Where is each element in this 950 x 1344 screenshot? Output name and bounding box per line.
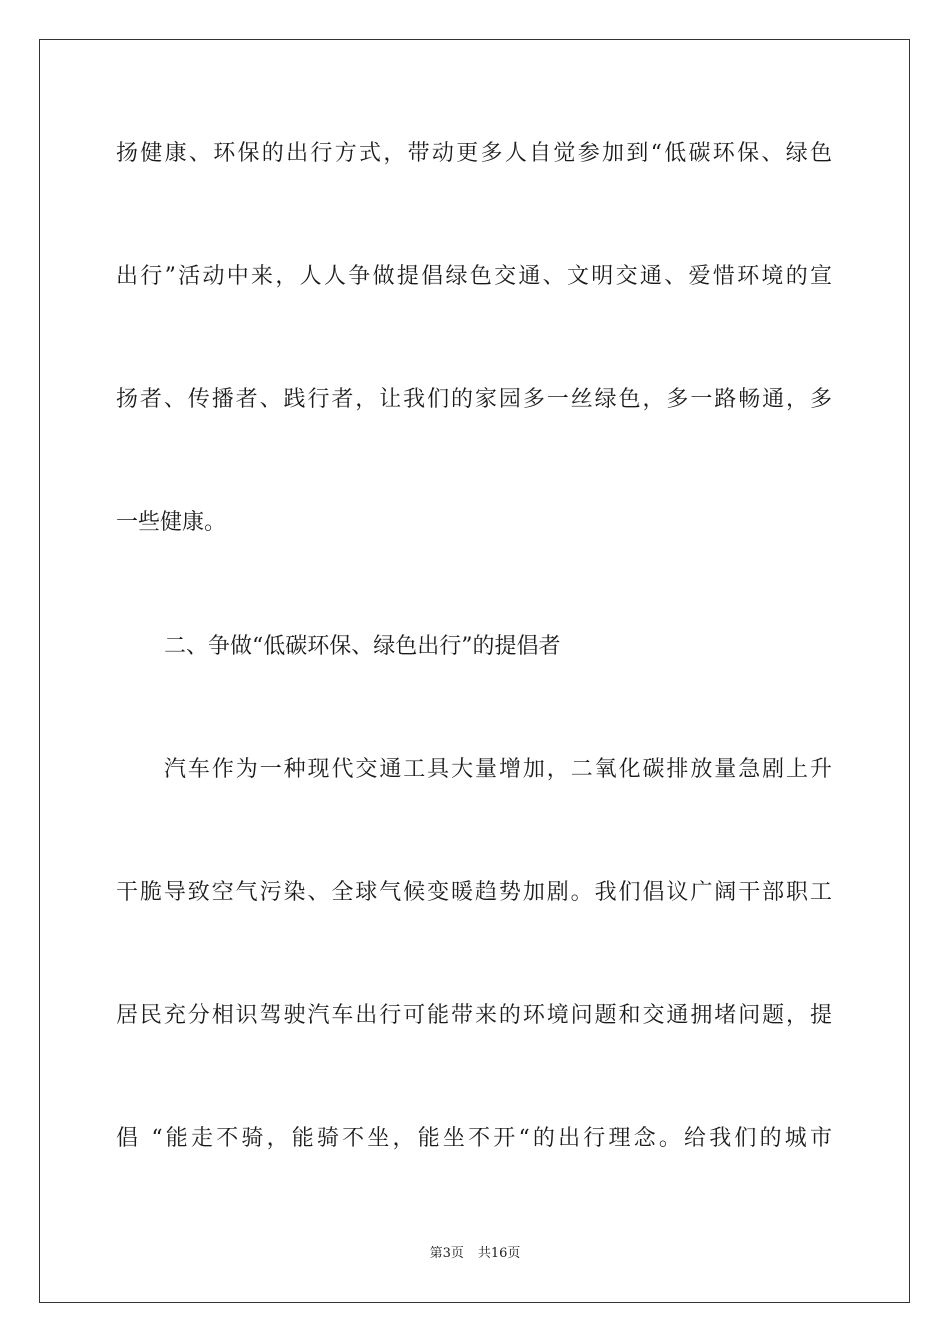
paragraph-line: 一些健康。: [116, 510, 227, 535]
paragraph-line: 倡 “能走不骑，能骑不坐，能坐不开“的出行理念。给我们的城市: [116, 1126, 832, 1151]
paragraph-line: 出行”活动中来，人人争做提倡绿色交通、文明交通、爱惜环境的宣: [116, 264, 832, 289]
paragraph-line: 扬健康、环保的出行方式，带动更多人自觉参加到“低碳环保、绿色: [116, 141, 832, 166]
page-border: [39, 39, 910, 1303]
paragraph-line: 干脆导致空气污染、全球气候变暖趋势加剧。我们倡议广阔干部职工: [116, 880, 832, 905]
paragraph-line: 居民充分相识驾驶汽车出行可能带来的环境问题和交通拥堵问题，提: [116, 1003, 832, 1028]
page-total: 共16页: [477, 1246, 521, 1261]
page-number: 第3页: [429, 1246, 464, 1261]
paragraph-line: 扬者、传播者、践行者，让我们的家园多一丝绿色，多一路畅通，多: [116, 387, 832, 412]
paragraph-line: 汽车作为一种现代交通工具大量增加，二氧化碳排放量急剧上升: [164, 757, 832, 782]
page-footer: [0, 1246, 950, 1262]
section-heading: 二、争做“低碳环保、绿色出行”的提倡者: [164, 634, 561, 659]
